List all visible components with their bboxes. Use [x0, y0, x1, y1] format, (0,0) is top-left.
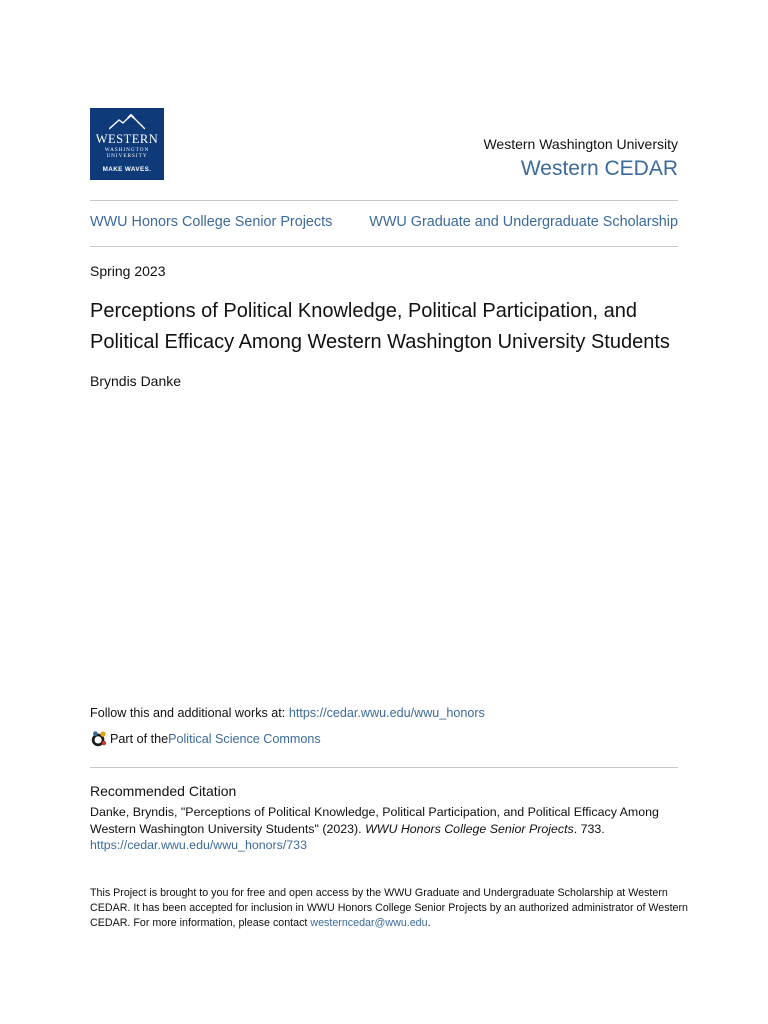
- follow-line: [90, 706, 485, 720]
- divider: [90, 200, 678, 201]
- mountain-logo-icon: [109, 114, 145, 130]
- honors-projects-link[interactable]: WWU Honors College Senior Projects: [90, 214, 333, 230]
- part-of-label: Part of the: [110, 732, 169, 746]
- logo-tagline: MAKE WAVES.: [102, 166, 152, 173]
- citation-url-link[interactable]: https://cedar.wwu.edu/wwu_honors/733: [90, 838, 307, 852]
- author-name: Bryndis Danke: [90, 373, 182, 389]
- contact-email-link[interactable]: westerncedar@wwu.edu: [310, 917, 428, 929]
- recommended-citation-heading: Recommended Citation: [90, 783, 237, 799]
- logo-line-1: WESTERN: [95, 132, 159, 146]
- logo-line-2: WASHINGTON: [104, 147, 150, 153]
- divider: [90, 767, 678, 768]
- scholarship-link[interactable]: WWU Graduate and Undergraduate Scholarship: [369, 214, 678, 230]
- follow-label: Follow this and additional works at:: [90, 706, 289, 720]
- citation-number: . 733.: [573, 821, 605, 836]
- collection-url-link[interactable]: https://cedar.wwu.edu/wwu_honors: [288, 706, 485, 720]
- logo-line-3: UNIVERSITY: [106, 153, 148, 159]
- citation-body: Danke, Bryndis, "Perceptions of Political Knowledge, Political Participation, and Political Efficacy Among Western Washington University Students" (2023).: [90, 805, 659, 836]
- political-science-commons-link[interactable]: Political Science Commons: [168, 732, 321, 746]
- commons-network-icon: [90, 730, 108, 748]
- repository-link[interactable]: Western CEDAR: [520, 157, 678, 180]
- access-notice-end: .: [427, 917, 431, 929]
- part-of-line: [90, 730, 321, 748]
- divider: [90, 246, 678, 247]
- access-notice-text: This Project is brought to you for free and open access by the WWU Graduate and Undergraduate Scholarship at Western CEDAR. It has been accepted for inclusion in WWU Honors College Senior Projects by an authorized administrator of Western CEDAR. For more information, please contact: [90, 887, 688, 929]
- citation-text: [90, 804, 690, 854]
- document-title: Perceptions of Political Knowledge, Political Participation, and Political Efficacy Among Western Washington University Students: [90, 300, 670, 353]
- institution-name: Western Washington University: [483, 136, 678, 152]
- cover-page: [90, 0, 688, 1024]
- wwu-logo[interactable]: [90, 108, 164, 180]
- access-notice: [90, 886, 690, 931]
- publication-date: Spring 2023: [90, 263, 166, 279]
- citation-series: WWU Honors College Senior Projects: [365, 821, 574, 836]
